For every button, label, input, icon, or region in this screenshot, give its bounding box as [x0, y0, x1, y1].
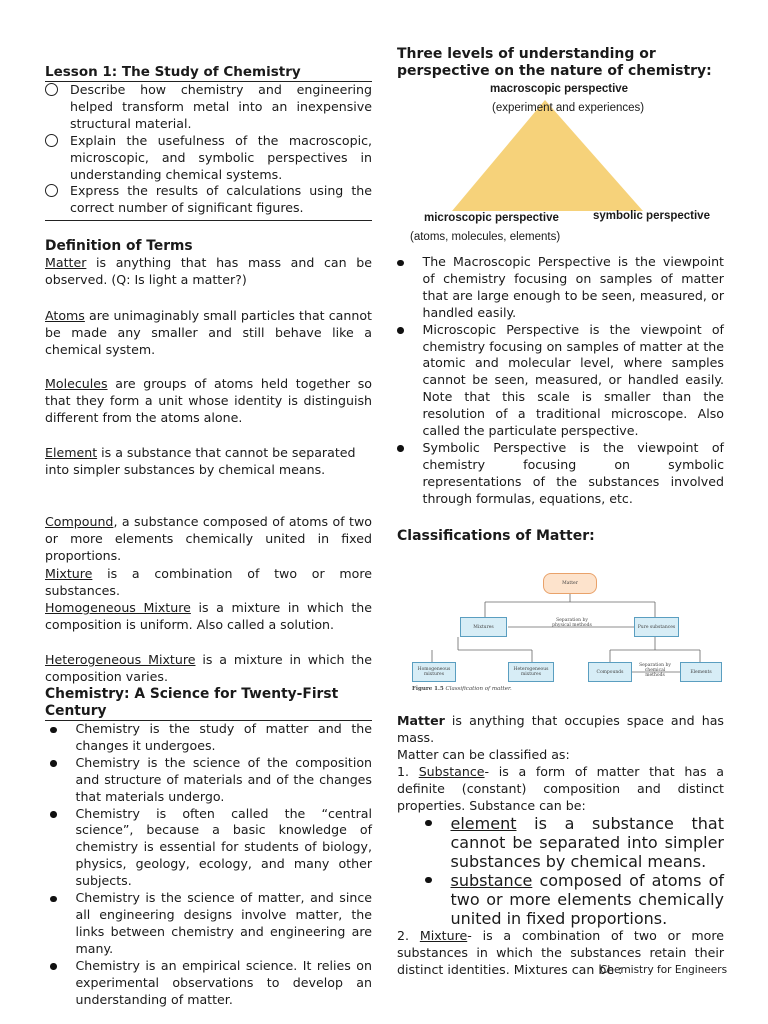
- bullet-icon: [50, 963, 57, 970]
- circle-bullet-icon: [45, 83, 58, 96]
- list-item: element is a substance that cannot be separated into simpler substances by chemical means.: [397, 814, 724, 871]
- substance-definition: 1. Substance- is a form of matter that has a definite (constant) composition and distinct properties. Substance can be:: [397, 763, 724, 813]
- objective-item: Express the results of calculations using the correct number of significant figures.: [45, 183, 372, 217]
- list-item: Chemistry is an empirical science. It relies on experimental observations to develop an understanding of matter.: [45, 958, 372, 1009]
- levels-heading: Three levels of understanding or perspective on the nature of chemistry:: [397, 46, 712, 79]
- bullet-icon: [397, 445, 404, 452]
- figure-caption: Figure 1.5 Classification of matter.: [412, 686, 512, 692]
- list-item: Chemistry is the science of the composition and structure of materials and of the changes that materials undergo.: [45, 755, 372, 806]
- lesson-title: Lesson 1: The Study of Chemistry: [45, 64, 372, 82]
- objective-item: Describe how chemistry and engineering helped transform metal into an inexpensive structural material.: [45, 82, 372, 133]
- tree-node-compounds: Compounds: [588, 662, 632, 682]
- microscopic-label: microscopic perspective: [424, 212, 559, 224]
- matter-section: [397, 713, 724, 979]
- bullet-icon: [50, 811, 57, 818]
- definition-heterogeneous: Heterogeneous Mixture is a mixture in which the composition varies.: [45, 652, 373, 684]
- symbolic-label: symbolic perspective: [593, 210, 710, 222]
- page-footer: Chemistry for Engineers: [600, 964, 728, 976]
- definition-matter: Matter is anything that has mass and can be observed. (Q: Is light a matter?): [45, 255, 372, 287]
- definition-atoms: Atoms are unimaginably small particles that cannot be made any smaller and still behave like a chemical system.: [45, 308, 372, 357]
- bullet-icon: [397, 260, 404, 267]
- bullet-icon: [397, 327, 404, 334]
- tree-node-elements: Elements: [680, 662, 722, 682]
- list-item: substance composed of atoms of two or more elements chemically united in fixed proportions.: [397, 871, 724, 928]
- list-item: Chemistry is the study of matter and the changes it undergoes.: [45, 721, 372, 755]
- definition-homogeneous: Homogeneous Mixture is a mixture in which the composition is uniform. Also called a solution.: [45, 600, 372, 632]
- classification-heading: Classifications of Matter:: [397, 528, 595, 544]
- tree-label-chemical: Separation by chemical methods: [639, 663, 671, 678]
- bullet-icon: [425, 820, 432, 827]
- definition-compound: Compound, a substance composed of atoms of two or more elements chemically united in fixed proportions.: [45, 514, 372, 563]
- perspective-triangle-figure: [397, 82, 724, 247]
- perspective-triangle: [452, 100, 643, 211]
- bullet-icon: [50, 727, 57, 734]
- tree-node-pure: Pure substances: [634, 617, 679, 637]
- tree-node-matter: Matter: [543, 573, 597, 594]
- bullet-icon: [425, 877, 432, 884]
- list-item: Chemistry is the science of matter, and since all engineering designs involve matter, the links between chemistry and engineering are many.: [45, 890, 372, 958]
- definition-molecules: Molecules are groups of atoms held together so that they form a unit whose identity is distinguish different from the atoms alone.: [45, 376, 372, 425]
- tree-node-mixtures: Mixtures: [460, 617, 507, 637]
- definitions-section: [45, 238, 372, 289]
- list-item: The Macroscopic Perspective is the viewpoint of chemistry focusing on samples of matter that are large enough to be seen, measured, or handled easily.: [397, 254, 724, 322]
- century-heading: Chemistry: A Science for Twenty-First Century: [45, 686, 372, 721]
- mixture-definition: 2. Mixture- is a combination of two or more substances in which the substances retain their distinct identities. Mixtures can be :: [397, 928, 724, 978]
- tree-node-homogeneous: Homogeneous mixtures: [412, 662, 456, 682]
- list-item: Symbolic Perspective is the viewpoint of chemistry focusing on symbolic representations of the substances involved through formulas, equations, etc.: [397, 440, 724, 508]
- definition-element: Element is a substance that cannot be separated into simpler substances by chemical means.: [45, 445, 356, 477]
- microscopic-sublabel: (atoms, molecules, elements): [410, 231, 561, 243]
- macroscopic-sublabel: (experiment and experiences): [492, 102, 645, 114]
- circle-bullet-icon: [45, 134, 58, 147]
- bullet-icon: [50, 896, 57, 903]
- century-section: [45, 686, 372, 1008]
- list-item: Microscopic Perspective is the viewpoint of chemistry focusing on samples of matter at the atomic and molecular level, where samples cannot be seen, measured, or handled easily. Note that this scale is smaller than the resolution of a traditional microscope. Also called the particulate perspective.: [397, 322, 724, 440]
- classified-line: Matter can be classified as:: [397, 746, 570, 762]
- definition-mixture: Mixture is a combination of two or more substances.: [45, 566, 372, 598]
- definitions-heading: Definition of Terms: [45, 238, 193, 254]
- circle-bullet-icon: [45, 184, 58, 197]
- objective-item: Explain the usefulness of the macroscopic, microscopic, and symbolic perspectives in understanding chemical systems.: [45, 133, 372, 184]
- tree-node-heterogeneous: Heterogeneous mixtures: [508, 662, 554, 682]
- bullet-icon: [50, 760, 57, 767]
- classification-diagram: [410, 566, 728, 696]
- macroscopic-label: macroscopic perspective: [490, 83, 629, 95]
- perspective-list: [397, 254, 724, 508]
- objectives-list: [45, 82, 372, 221]
- tree-label-physical: Separation by physical methods: [552, 618, 592, 628]
- list-item: Chemistry is often called the “central science”, because a basic knowledge of chemistry is essential for students of biology, physics, geology, ecology, and many other subjects.: [45, 806, 372, 891]
- matter-definition: Matter is anything that occupies space and has mass.: [397, 713, 724, 745]
